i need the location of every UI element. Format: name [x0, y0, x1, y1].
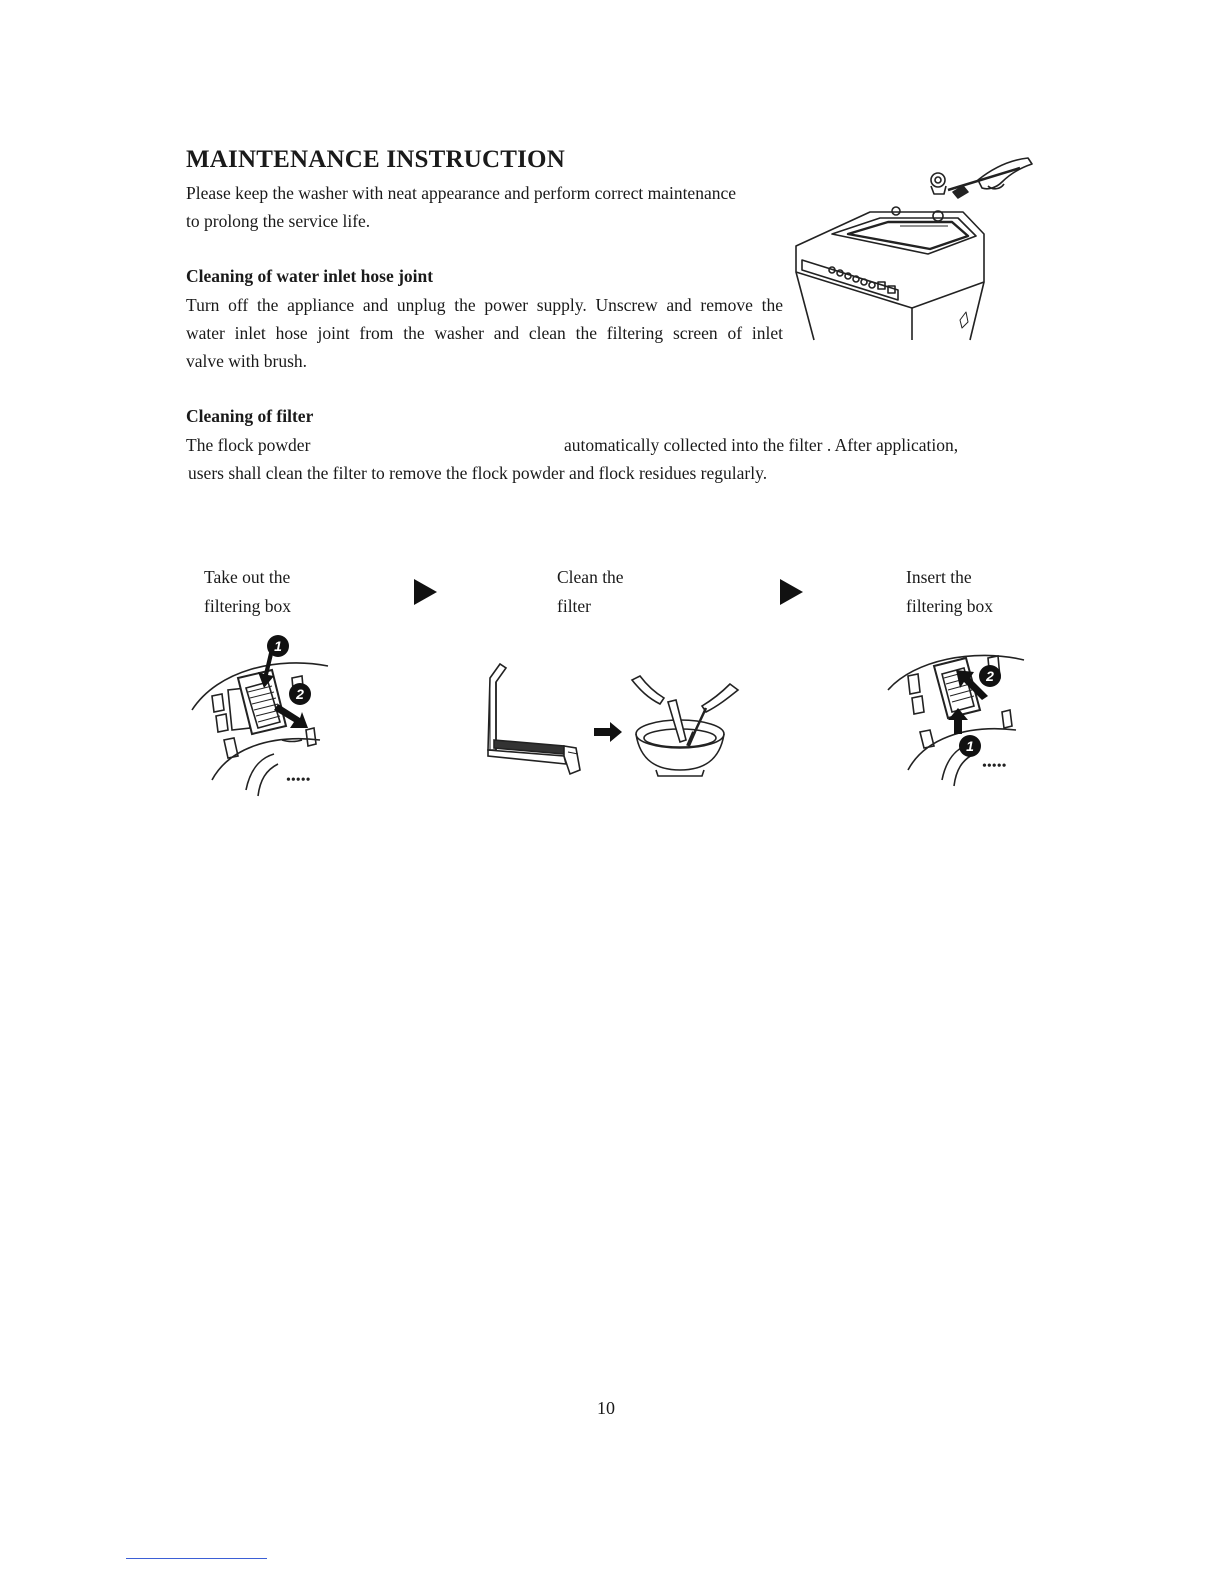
svg-text:1: 1: [274, 638, 282, 654]
hose-line-2: water inlet hose joint from the washer and clean the filtering screen of inlet: [186, 323, 783, 343]
step-take-out-line-1: Take out the: [204, 567, 291, 587]
svg-text:2: 2: [296, 686, 304, 702]
svg-text:•••••: •••••: [982, 759, 1007, 774]
page-title: MAINTENANCE INSTRUCTION: [186, 146, 565, 173]
step-insert: [906, 563, 993, 621]
filter-line-1-left: The flock powder: [186, 435, 311, 455]
clean-filter-illustration: [480, 650, 750, 790]
page-number: 10: [597, 1398, 615, 1418]
step-clean-line-2: filter: [557, 596, 592, 616]
footer-divider: [126, 1558, 267, 1559]
filter-line-2: users shall clean the filter to remove the flock powder and flock residues regularly.: [188, 463, 768, 483]
step-insert-line-1: Insert the: [906, 567, 972, 587]
svg-text:1: 1: [966, 738, 974, 754]
insert-filter-illustration: [884, 640, 1034, 790]
intro-line-2: to prolong the service life.: [186, 211, 371, 231]
step-take-out: [204, 563, 291, 621]
svg-text:2: 2: [986, 668, 994, 684]
step-take-out-line-2: filtering box: [204, 596, 291, 616]
right-triangle-arrow-icon: [780, 579, 803, 605]
filter-line-1-right: automatically collected into the filter . After application,: [564, 435, 959, 455]
washer-illustration: [788, 150, 1038, 350]
hose-section-heading: Cleaning of water inlet hose joint: [186, 266, 434, 286]
take-out-filter-illustration: [188, 630, 338, 800]
step-insert-line-2: filtering box: [906, 596, 993, 616]
filter-section-heading: Cleaning of filter: [186, 406, 314, 426]
right-triangle-arrow-icon: [414, 579, 437, 605]
intro-line-1: Please keep the washer with neat appearance and perform correct maintenance: [186, 183, 736, 203]
step-clean-line-1: Clean the: [557, 567, 624, 587]
svg-text:•••••: •••••: [286, 773, 311, 788]
hose-line-3: valve with brush.: [186, 351, 308, 371]
hose-line-1: Turn off the appliance and unplug the power supply. Unscrew and remove the: [186, 295, 783, 315]
step-clean: [557, 563, 624, 621]
